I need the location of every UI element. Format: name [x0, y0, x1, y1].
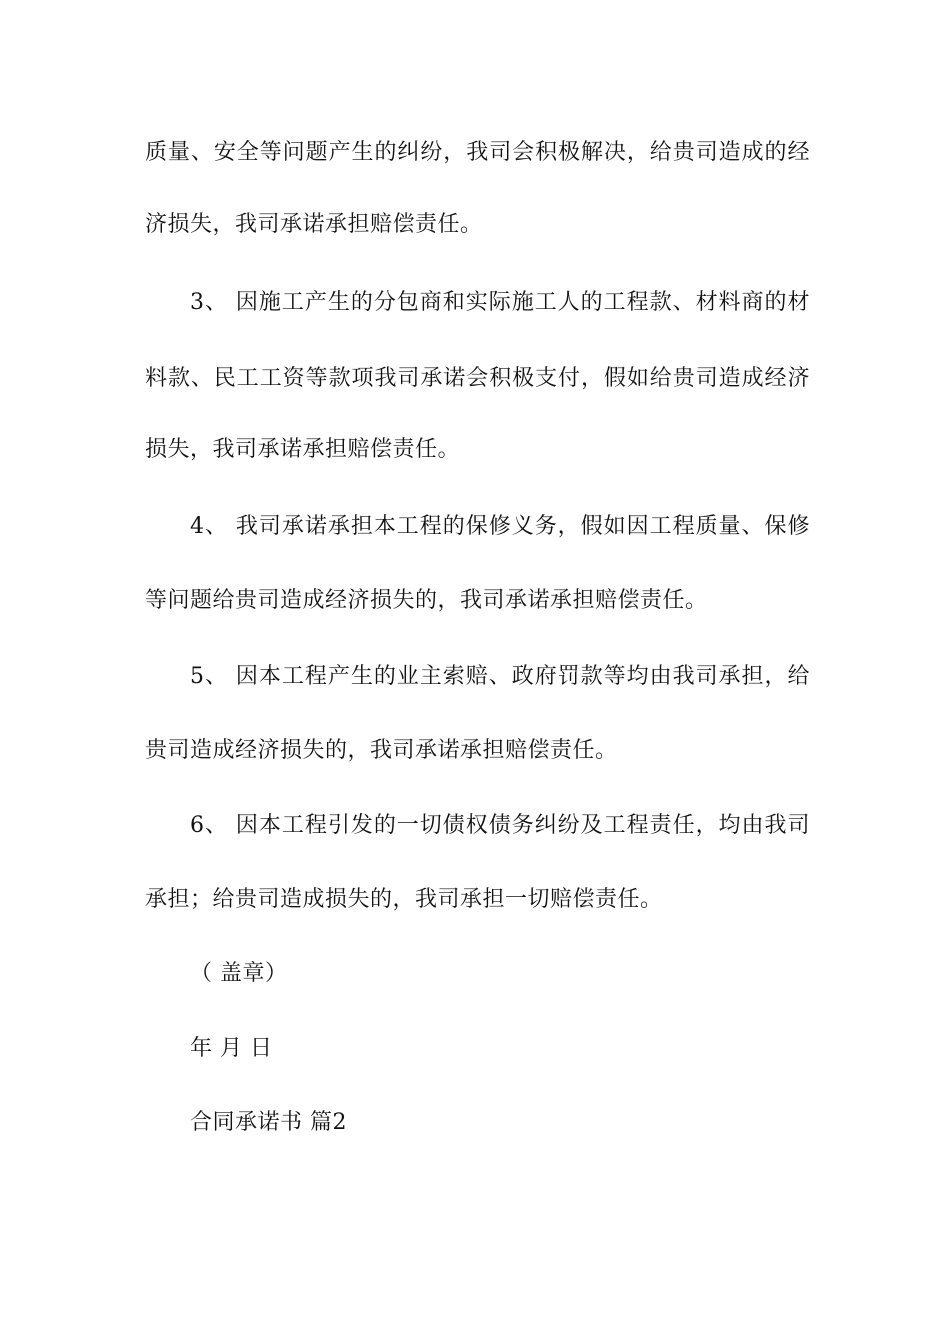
body-text-line: 等问题给贵司造成经济损失的，我司承诺承担赔偿责任。 — [145, 588, 708, 613]
clause-5-line: 5、 因本工程产生的业主索赔、政府罚款等均由我司承担，给 — [190, 664, 810, 689]
body-text-line: 料款、民工工资等款项我司承诺会积极支付，假如给贵司造成经济 — [145, 366, 810, 391]
date-line: 年 月 日 — [190, 1036, 273, 1061]
body-text-line: 损失，我司承诺承担赔偿责任。 — [145, 437, 461, 462]
body-text-line: 济损失，我司承诺承担赔偿责任。 — [145, 212, 483, 237]
seal-line: （ 盖章） — [190, 961, 288, 986]
section-heading: 合同承诺书 篇2 — [190, 1110, 347, 1135]
body-text-line: 贵司造成经济损失的，我司承诺承担赔偿责任。 — [145, 738, 618, 763]
clause-4-line: 4、 我司承诺承担本工程的保修义务，假如因工程质量、保修 — [190, 514, 810, 539]
clause-3-line: 3、 因施工产生的分包商和实际施工人的工程款、材料商的材 — [190, 290, 810, 315]
body-text-line: 质量、安全等问题产生的纠纷，我司会积极解决，给贵司造成的经 — [145, 140, 810, 165]
body-text-line: 承担；给贵司造成损失的，我司承担一切赔偿责任。 — [145, 887, 663, 912]
clause-6-line: 6、 因本工程引发的一切债权债务纠纷及工程责任，均由我司 — [190, 813, 810, 838]
